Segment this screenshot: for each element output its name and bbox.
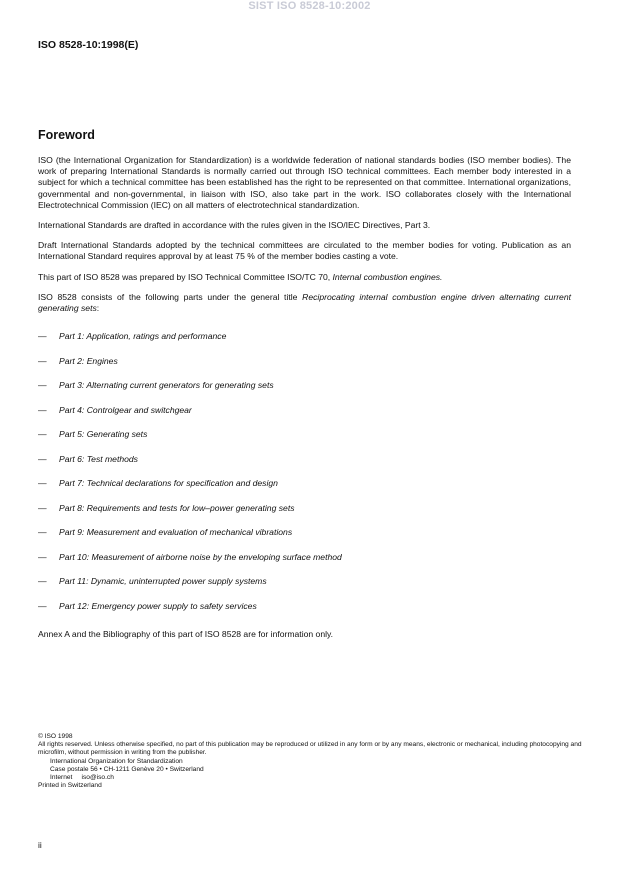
list-dash: —	[38, 355, 47, 366]
part-title: Part 4: Controlgear and switchgear	[59, 404, 192, 415]
list-item	[38, 331, 571, 356]
list-item	[38, 527, 571, 552]
parts-list	[38, 331, 571, 625]
part-title: Part 9: Measurement and evaluation of mechanical vibrations	[59, 527, 293, 538]
section-heading: Foreword	[38, 128, 95, 142]
watermark: SIST ISO 8528-10:2002	[248, 0, 371, 12]
general-title: Reciprocating internal combustion engine driven alternating current generating sets	[38, 291, 571, 314]
part-title: Part 2: Engines	[59, 355, 118, 366]
paragraph-iso-intro: ISO (the International Organization for Standardization) is a worldwide federation of national standards bodies (ISO member bodies). The work of preparing International Standards is normally carried out through ISO technical committees. Each member body interested in a subject for which a technical committee has been established has the right to be represented on that committee. International organizations, governmental and non-governmental, in liaison with ISO, also take part in the work. ISO collaborates closely with the International Electrotechnical Commission (IEC) on all matters of electrotechnical standardization.	[38, 155, 571, 210]
paragraph-directives: International Standards are drafted in accordance with the rules given in the ISO/IEC Directives, Part 3.	[38, 220, 431, 231]
list-item	[38, 454, 571, 479]
part-title: Part 1: Application, ratings and performance	[59, 331, 227, 342]
list-item	[38, 601, 571, 626]
list-dash: —	[38, 429, 47, 440]
part-title: Part 5: Generating sets	[59, 429, 148, 440]
list-dash: —	[38, 453, 47, 464]
parts-intro-text: ISO 8528 consists of the following parts under the general title	[38, 291, 303, 302]
list-item	[38, 429, 571, 454]
list-dash: —	[38, 380, 47, 391]
copyright-block	[38, 733, 583, 790]
part-title: Part 10: Measurement of airborne noise by the enveloping surface method	[59, 551, 342, 562]
list-item	[38, 552, 571, 577]
paragraph-voting: Draft International Standards adopted by the technical committees are circulated to the member bodies for voting. Publication as an International Standard requires approval by at least 75 % of the member bodies casting a vote.	[38, 240, 571, 262]
list-item	[38, 356, 571, 381]
paragraph-parts-intro	[38, 292, 571, 314]
part-title: Part 6: Test methods	[59, 453, 138, 464]
paragraph-committee	[38, 272, 571, 283]
list-item	[38, 576, 571, 601]
list-item	[38, 503, 571, 528]
committee-text: This part of ISO 8528 was prepared by ISO Technical Committee ISO/TC 70,	[38, 271, 333, 282]
part-title: Part 8: Requirements and tests for low–power generating sets	[59, 502, 295, 513]
list-item	[38, 380, 571, 405]
part-title: Part 11: Dynamic, uninterrupted power supply systems	[59, 576, 267, 587]
printed-location: Printed in Switzerland	[38, 782, 102, 790]
page-number: ii	[38, 840, 42, 850]
paragraph-annex-note: Annex A and the Bibliography of this part of ISO 8528 are for information only.	[38, 629, 334, 640]
list-dash: —	[38, 331, 47, 342]
list-dash: —	[38, 576, 47, 587]
list-dash: —	[38, 502, 47, 513]
list-dash: —	[38, 404, 47, 415]
part-title: Part 3: Alternating current generators for generating sets	[59, 380, 274, 391]
list-dash: —	[38, 600, 47, 611]
org-internet: Internet iso@iso.ch	[50, 774, 114, 782]
org-address: Case postale 56 • CH-1211 Genève 20 • Switzerland	[50, 765, 204, 773]
parts-intro-colon: :	[96, 303, 100, 314]
document-id: ISO 8528-10:1998(E)	[38, 39, 139, 51]
part-title: Part 7: Technical declarations for specification and design	[59, 478, 278, 489]
list-dash: —	[38, 527, 47, 538]
foreword-body	[38, 155, 571, 649]
org-name: International Organization for Standardization	[50, 757, 183, 765]
copyright-year: © ISO 1998	[38, 733, 73, 740]
part-title: Part 12: Emergency power supply to safety services	[59, 600, 257, 611]
list-dash: —	[38, 478, 47, 489]
rights-statement: All rights reserved. Unless otherwise specified, no part of this publication may be reproduced or utilized in any form or by any means, electronic or mechanical, including photocopying and microfilm, without permission in writing from the publisher.	[38, 741, 582, 757]
list-dash: —	[38, 551, 47, 562]
list-item	[38, 478, 571, 503]
committee-name: Internal combustion engines.	[332, 271, 443, 282]
list-item	[38, 405, 571, 430]
